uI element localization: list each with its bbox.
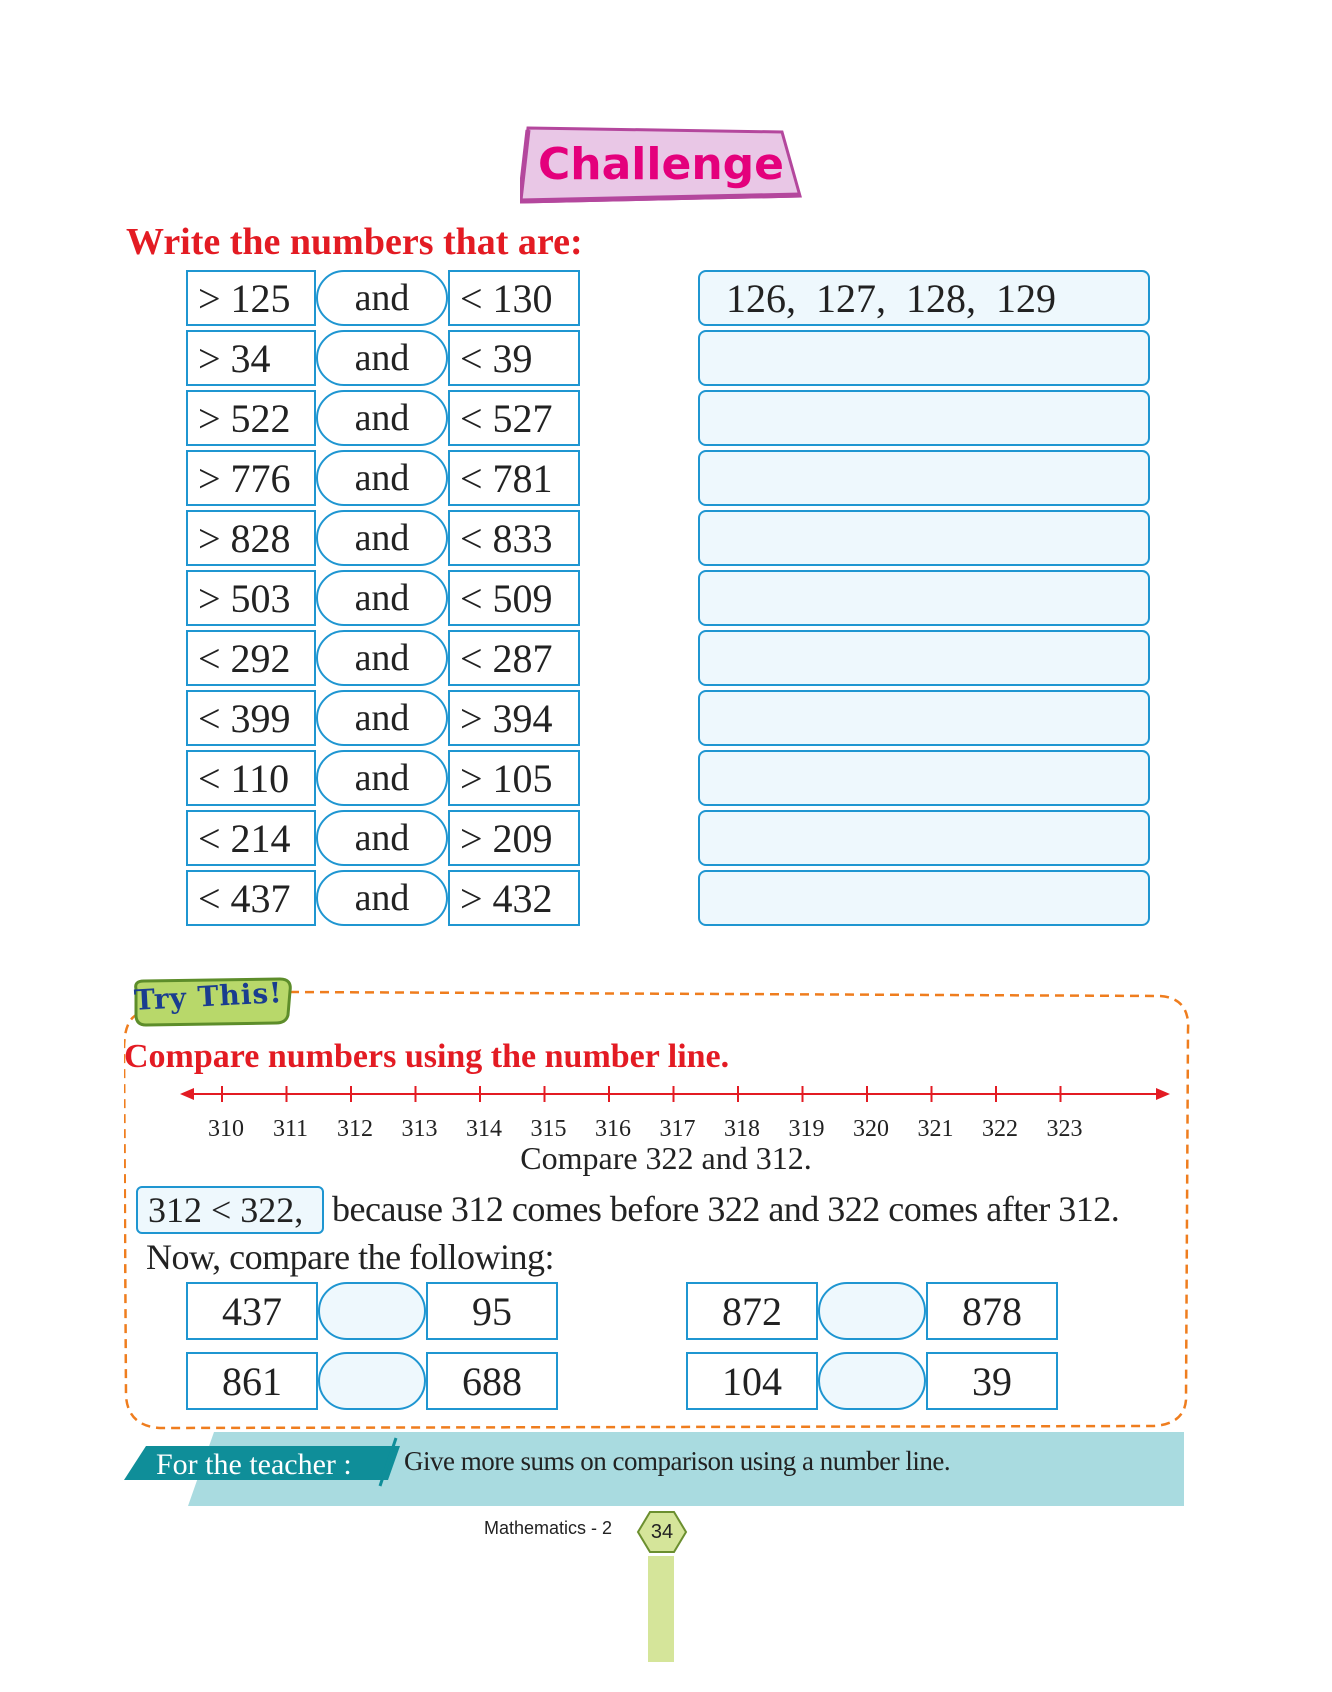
number-line-label: 314	[466, 1116, 502, 1142]
compare-pair	[686, 1352, 1060, 1410]
left-arrow-icon	[180, 1088, 194, 1100]
upper-bound-cell: > 394	[448, 690, 580, 746]
and-connector: and	[316, 570, 448, 626]
answer-field[interactable]	[698, 450, 1150, 506]
lower-bound-cell: > 522	[186, 390, 316, 446]
compare-left-number: 872	[686, 1282, 818, 1340]
number-line-label: 321	[917, 1116, 954, 1142]
instruction-heading: Write the numbers that are:	[126, 221, 583, 263]
compare-right-number: 95	[426, 1282, 558, 1340]
answer-field[interactable]	[698, 510, 1150, 566]
number-line-label: 320	[853, 1116, 889, 1142]
and-connector: and	[316, 510, 448, 566]
answer-field[interactable]	[698, 870, 1150, 926]
compare-pair	[686, 1282, 1060, 1340]
number-line-label: 316	[595, 1116, 631, 1142]
number-line-label: 319	[788, 1116, 825, 1142]
upper-bound-cell: < 509	[448, 570, 580, 626]
compare-prompt: Compare 322 and 312.	[520, 1140, 812, 1176]
upper-bound-cell: < 527	[448, 390, 580, 446]
number-line-label: 311	[272, 1116, 309, 1142]
table-row	[186, 270, 580, 328]
and-connector: and	[316, 330, 448, 386]
table-row	[186, 570, 580, 628]
lower-bound-cell: > 34	[186, 330, 316, 386]
lower-bound-cell: < 437	[186, 870, 316, 926]
lower-bound-cell: > 776	[186, 450, 316, 506]
number-line-label: 310	[208, 1116, 244, 1142]
upper-bound-cell: < 39	[448, 330, 580, 386]
and-connector: and	[316, 390, 448, 446]
table-row	[186, 450, 580, 508]
lower-bound-cell: > 828	[186, 510, 316, 566]
lower-bound-cell: > 503	[186, 570, 316, 626]
compare-right-number: 878	[926, 1282, 1058, 1340]
compare-answer-field[interactable]	[318, 1352, 426, 1410]
upper-bound-cell: > 432	[448, 870, 580, 926]
now-compare-prompt: Now, compare the following:	[146, 1237, 555, 1277]
compare-pair	[186, 1282, 560, 1340]
lower-bound-cell: < 399	[186, 690, 316, 746]
and-connector: and	[316, 750, 448, 806]
lower-bound-cell: < 292	[186, 630, 316, 686]
try-this-heading: Compare numbers using the number line.	[124, 1038, 730, 1075]
teacher-note: Give more sums on comparison using a number line.	[404, 1446, 951, 1476]
compare-left-number: 437	[186, 1282, 318, 1340]
compare-left-number: 861	[186, 1352, 318, 1410]
and-connector: and	[316, 630, 448, 686]
upper-bound-cell: < 833	[448, 510, 580, 566]
table-row	[186, 690, 580, 748]
example-answer-box: 312 < 322,	[136, 1186, 324, 1234]
table-row	[186, 330, 580, 388]
teacher-label: For the teacher :	[156, 1448, 352, 1481]
and-connector: and	[316, 450, 448, 506]
example-explanation: because 312 comes before 322 and 322 comes after 312.	[332, 1189, 1120, 1229]
compare-right-number: 39	[926, 1352, 1058, 1410]
upper-bound-cell: > 105	[448, 750, 580, 806]
compare-right-number: 688	[426, 1352, 558, 1410]
number-line-label: 312	[337, 1116, 373, 1142]
answer-field[interactable]	[698, 570, 1150, 626]
answer-field[interactable]	[698, 810, 1150, 866]
table-row	[186, 870, 580, 928]
compare-answer-field[interactable]	[818, 1352, 926, 1410]
upper-bound-cell: > 209	[448, 810, 580, 866]
lower-bound-cell: < 110	[186, 750, 316, 806]
try-this-label: Try This!	[133, 976, 284, 1017]
answer-field[interactable]: 126, 127, 128, 129	[698, 270, 1150, 326]
table-row	[186, 630, 580, 688]
answer-field[interactable]	[698, 330, 1150, 386]
lower-bound-cell: < 214	[186, 810, 316, 866]
table-row	[186, 510, 580, 568]
compare-pair	[186, 1352, 560, 1410]
and-connector: and	[316, 810, 448, 866]
lower-bound-cell: > 125	[186, 270, 316, 326]
upper-bound-cell: < 130	[448, 270, 580, 326]
compare-answer-field[interactable]	[318, 1282, 426, 1340]
answer-field[interactable]	[698, 690, 1150, 746]
upper-bound-cell: < 781	[448, 450, 580, 506]
table-row	[186, 750, 580, 808]
number-line-label: 322	[982, 1116, 1018, 1142]
answer-field[interactable]	[698, 390, 1150, 446]
page-strip	[648, 1556, 674, 1662]
table-row	[186, 810, 580, 868]
page-number: 34	[650, 1521, 674, 1543]
number-line-labels	[208, 1116, 1083, 1142]
upper-bound-cell: < 287	[448, 630, 580, 686]
number-line-label: 315	[530, 1116, 567, 1142]
answer-field[interactable]	[698, 750, 1150, 806]
right-arrow-icon	[1156, 1088, 1170, 1100]
table-row	[186, 390, 580, 448]
challenge-title: Challenge	[538, 138, 784, 190]
number-line-label: 323	[1046, 1116, 1083, 1142]
number-line-label: 318	[724, 1116, 760, 1142]
number-line-label: 313	[401, 1116, 438, 1142]
answer-field[interactable]	[698, 630, 1150, 686]
and-connector: and	[316, 270, 448, 326]
and-connector: and	[316, 690, 448, 746]
and-connector: and	[316, 870, 448, 926]
footer-subject: Mathematics - 2	[484, 1518, 613, 1538]
compare-left-number: 104	[686, 1352, 818, 1410]
compare-answer-field[interactable]	[818, 1282, 926, 1340]
number-line-label: 317	[659, 1116, 696, 1142]
